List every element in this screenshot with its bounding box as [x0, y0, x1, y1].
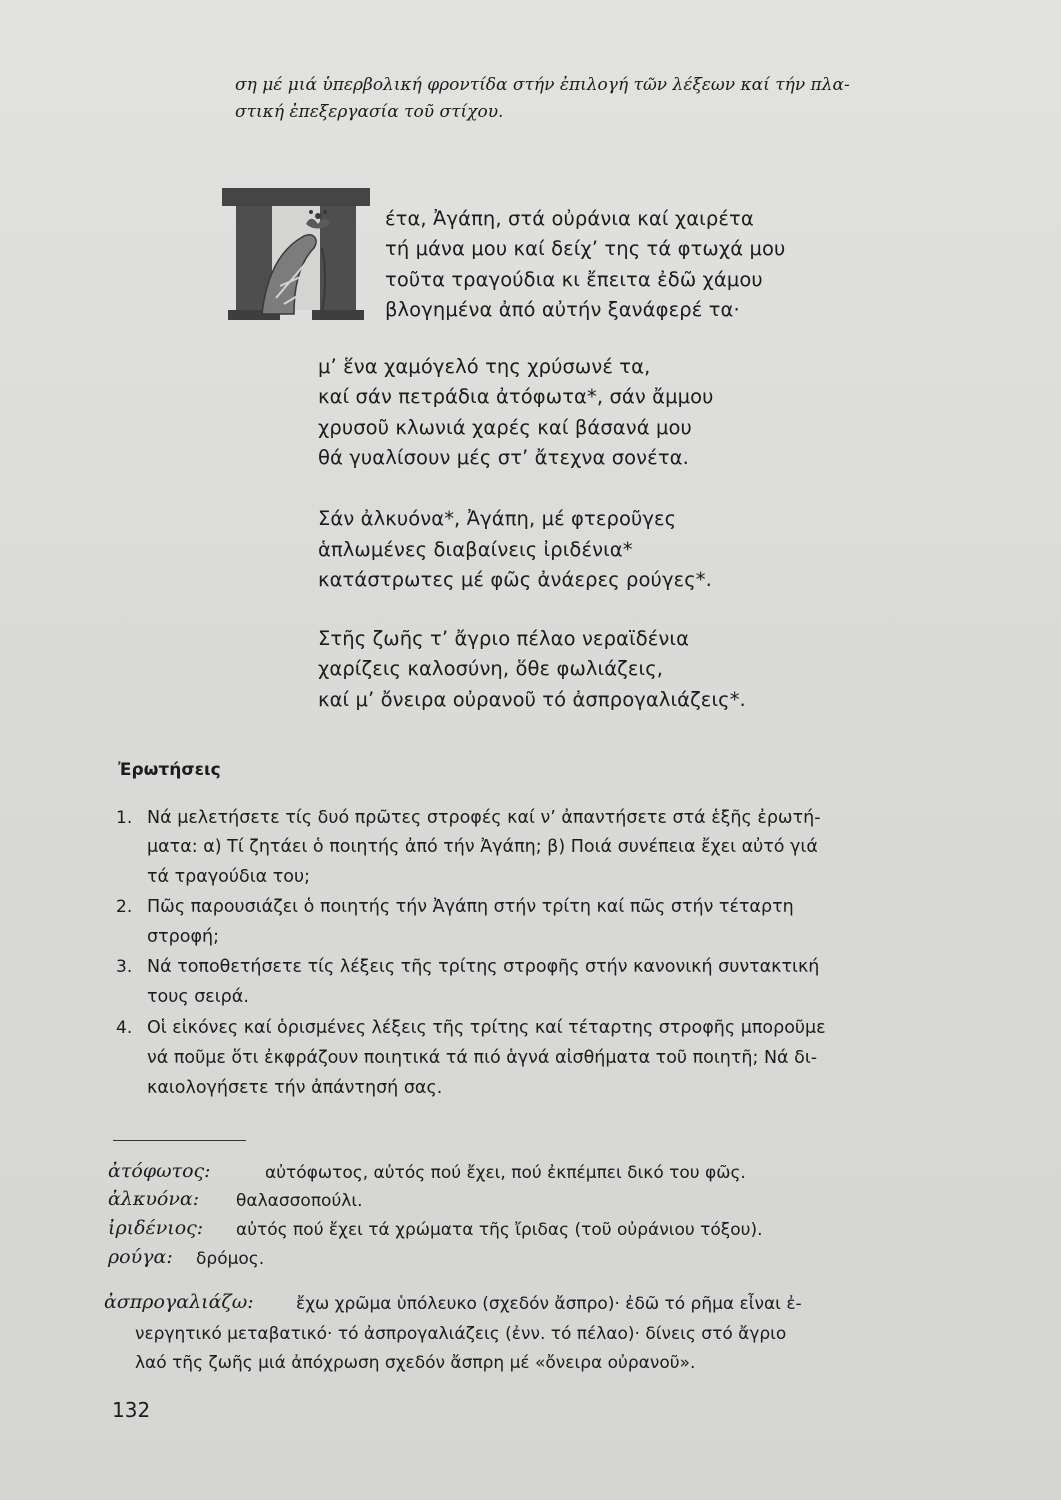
question-1-line-3: τά τραγούδια του; [147, 867, 310, 887]
glossary-def-2: θαλασσοπούλι. [236, 1191, 363, 1211]
glossary-term-3: ἰριδένιος: [108, 1217, 204, 1239]
question-2-line-2: στροφή; [147, 927, 219, 947]
questions-heading: Ἐρωτήσεις [118, 760, 221, 780]
decorated-initial-pi [222, 188, 370, 320]
poem-s4-line-2: χαρίζεις καλοσύνη, ὅθε φωλιάζεις, [318, 657, 664, 680]
poem-s2-line-2: καί σάν πετράδια ἀτόφωτα*, σάν ἄμμου [318, 385, 714, 408]
question-1-line-1: Νά μελετήσετε τίς δυό πρῶτες στροφές καί ν’ ἀπαντήσετε στά ἑξῆς ἐρωτή- [147, 808, 821, 828]
intro-line-1: ση μέ μιά ὑπερβολική φροντίδα στήν ἐπιλογή τῶν λέξεων καί τήν πλα- [235, 75, 850, 95]
poem-s4-line-1: Στῆς ζωῆς τ’ ἄγριο πέλαο νεραϊδένια [318, 627, 690, 650]
glossary-term-5: ἀσπρογαλιάζω: [104, 1291, 254, 1313]
question-2-number: 2. [116, 897, 133, 917]
poem-s1-line-1: έτα, Ἀγάπη, στά οὐράνια καί χαιρέτα [385, 207, 754, 230]
poem-s2-line-1: μ’ ἕνα χαμόγελό της χρύσωνέ τα, [318, 355, 651, 378]
footnote-divider [113, 1140, 246, 1141]
question-4-number: 4. [116, 1018, 133, 1038]
question-3-line-1: Νά τοποθετήσετε τίς λέξεις τῆς τρίτης στροφῆς στήν κανονική συντακτική [147, 957, 820, 977]
poem-s4-line-3: καί μ’ ὄνειρα οὐρανοῦ τό ἀσπρογαλιάζεις*. [318, 688, 746, 711]
poem-s3-line-2: ἁπλωμένες διαβαίνεις ἰριδένια* [318, 538, 633, 561]
question-3-line-2: τους σειρά. [147, 987, 249, 1007]
poem-s3-line-1: Σάν ἀλκυόνα*, Ἀγάπη, μέ φτεροῦγες [318, 507, 677, 530]
glossary-def-4: δρόμος. [196, 1249, 265, 1269]
question-4-line-1: Οἱ εἰκόνες καί ὁρισμένες λέξεις τῆς τρίτης καί τέταρτης στροφῆς μποροῦμε [147, 1018, 826, 1038]
glossary-def-5-line-3: λαό τῆς ζωῆς μιά ἀπόχρωση σχεδόν ἄσπρη μέ «ὄνειρα οὐρανοῦ». [135, 1353, 696, 1373]
glossary-def-1: αὐτόφωτος, αὐτός πού ἔχει, πού ἐκπέμπει δικό του φῶς. [265, 1163, 746, 1183]
poem-s2-line-4: θά γυαλίσουν μές στ’ ἄτεχνα σονέτα. [318, 446, 689, 469]
poem-s1-line-4: βλογημένα ἀπό αὐτήν ξανάφερέ τα· [385, 298, 740, 321]
glossary-term-4: ρούγα: [108, 1246, 173, 1268]
poem-s2-line-3: χρυσοῦ κλωνιά χαρές καί βάσανά μου [318, 416, 692, 439]
intro-paragraph [235, 72, 1035, 126]
intro-line-2: στική ἐπεξεργασία τοῦ στίχου. [235, 102, 504, 122]
question-4-line-2: νά ποῦμε ὅτι ἐκφράζουν ποιητικά τά πιό ἁγνά αἰσθήματα τοῦ ποιητῆ; Νά δι- [147, 1048, 818, 1068]
question-4-line-3: καιολογήσετε τήν ἀπάντησή σας. [147, 1078, 443, 1098]
page-number: 132 [112, 1398, 151, 1422]
poem-s1-line-2: τή μάνα μου καί δείχ’ της τά φτωχά μου [385, 237, 786, 260]
glossary-def-5: ἔχω χρῶμα ὑπόλευκο (σχεδόν ἄσπρο)· ἐδῶ τό ρῆμα εἶναι ἐ- [296, 1294, 802, 1314]
question-1-line-2: ματα: α) Τί ζητάει ὁ ποιητής ἀπό τήν Ἀγάπη; β) Ποιά συνέπεια ἔχει αὐτό γιά [147, 837, 818, 857]
glossary-def-3: αὐτός πού ἔχει τά χρώματα τῆς ἴριδας (τοῦ οὐράνιου τόξου). [236, 1220, 763, 1240]
question-3-number: 3. [116, 957, 133, 977]
question-2-line-1: Πῶς παρουσιάζει ὁ ποιητής τήν Ἀγάπη στήν τρίτη καί πῶς στήν τέταρτη [147, 897, 794, 917]
glossary-term-1: ἀτόφωτος: [108, 1160, 211, 1182]
question-1-number: 1. [116, 808, 133, 828]
glossary-term-2: ἀλκυόνα: [108, 1188, 200, 1210]
poem-s1-line-3: τοῦτα τραγούδια κι ἔπειτα ἐδῶ χάμου [385, 268, 763, 291]
poem-s3-line-3: κατάστρωτες μέ φῶς ἀνάερες ρούγες*. [318, 568, 712, 591]
glossary-def-5-line-2: νεργητικό μεταβατικό· τό ἀσπρογαλιάζεις (ἐνν. τό πέλαο)· δίνεις στό ἄγριο [135, 1324, 787, 1344]
